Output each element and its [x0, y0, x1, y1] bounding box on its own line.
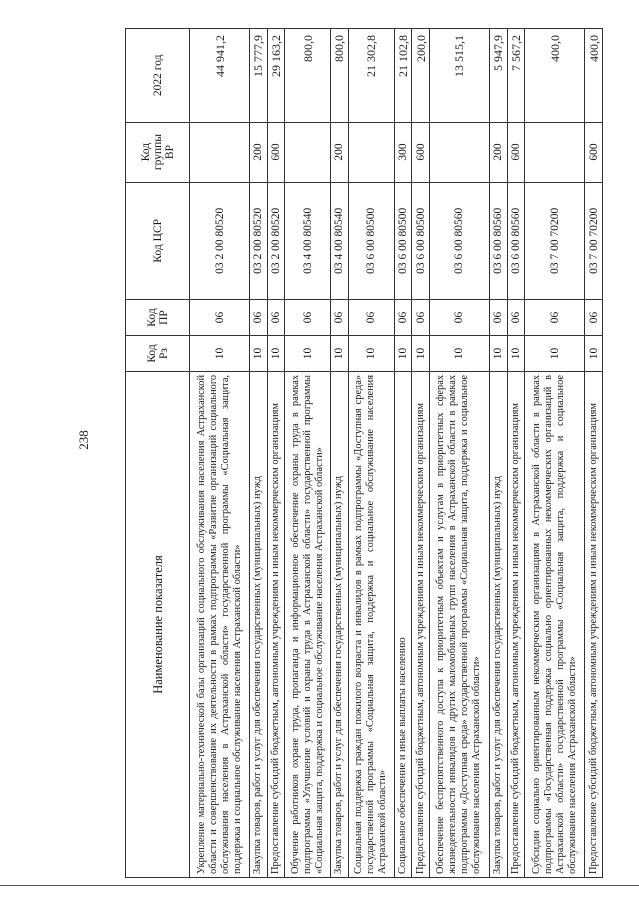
header-name: Наименование показателя — [126, 371, 190, 877]
cell-csr: 03 6 00 80500 — [394, 182, 412, 300]
header-pr: Код ПР — [126, 300, 190, 336]
cell-name: Укрепление материально-технической базы организаций социального обслуживания населения Астраханской области и совершенствование их деятельности в рамках подпрограммы «Развитие организаций социального обслуживания населения в Астраханской области» государственной программы «Социальная защита, поддержка и социальное обслуживание населения Астраханской области» — [190, 371, 250, 877]
cell-pr: 06 — [267, 300, 285, 336]
cell-value: 15 777,9 — [250, 29, 268, 123]
cell-rz: 10 — [267, 336, 285, 372]
cell-csr: 03 6 00 80560 — [489, 182, 507, 300]
cell-csr: 03 2 00 80520 — [267, 182, 285, 300]
cell-pr: 06 — [585, 300, 603, 336]
cell-name: Предоставление субсидий бюджетным, автономным учреждениям и иным некоммерческим организациям — [267, 371, 285, 877]
cell-name: Закупка товаров, работ и услуг для обеспечения государственных (муниципальных) нужд — [250, 371, 268, 877]
table-row — [394, 29, 412, 878]
cell-rz: 10 — [250, 336, 268, 372]
cell-vr: 200 — [250, 122, 268, 182]
page-number: 238 — [76, 430, 91, 450]
cell-pr: 06 — [348, 300, 394, 336]
cell-vr: 600 — [507, 122, 525, 182]
cell-name: Закупка товаров, работ и услуг для обеспечения государственных (муниципальных) нужд — [331, 371, 349, 877]
table-row — [250, 29, 268, 878]
cell-vr: 200 — [489, 122, 507, 182]
cell-rz: 10 — [585, 336, 603, 372]
cell-value: 44 941,2 — [190, 29, 250, 123]
table-row — [331, 29, 349, 878]
cell-csr: 03 2 00 80520 — [190, 182, 250, 300]
cell-pr: 06 — [525, 300, 585, 336]
table-row — [585, 29, 603, 878]
cell-rz: 10 — [190, 336, 250, 372]
header-csr: Код ЦСР — [126, 182, 190, 300]
table-row — [267, 29, 285, 878]
cell-value: 200,0 — [412, 29, 430, 123]
header-vr: Код группы ВР — [126, 122, 190, 182]
bottom-rule — [0, 885, 639, 886]
header-year: 2022 год — [126, 29, 190, 123]
cell-value: 5 947,9 — [489, 29, 507, 123]
cell-value: 400,0 — [525, 29, 585, 123]
cell-csr: 03 7 00 70200 — [585, 182, 603, 300]
cell-name: Обучение работников охране труда, пропаганда и информационное обеспечение охраны труда в рамках подпрограммы «Улучшение условий и охраны труда в Астраханской области» государственной программы «Социальная защита, поддержка и социальное обслуживание населения Астраханской области» — [285, 371, 331, 877]
cell-rz: 10 — [412, 336, 430, 372]
table-row — [190, 29, 250, 878]
cell-name: Обеспечение беспрепятственного доступа к приоритетным объектам и услугам в приоритетных сферах жизнедеятельности инвалидов и других маломобильных групп населения в Астраханской области в рамках подпрограммы «Доступная среда» государственной программы «Социальная защита, поддержка и социальное обслуживание населения Астраханской области» — [429, 371, 489, 877]
cell-vr — [429, 122, 489, 182]
cell-value: 29 163,2 — [267, 29, 285, 123]
cell-vr: 600 — [267, 122, 285, 182]
cell-name: Закупка товаров, работ и услуг для обеспечения государственных (муниципальных) нужд — [489, 371, 507, 877]
cell-rz: 10 — [394, 336, 412, 372]
cell-vr — [348, 122, 394, 182]
cell-value: 800,0 — [285, 29, 331, 123]
cell-vr: 300 — [394, 122, 412, 182]
cell-pr: 06 — [394, 300, 412, 336]
cell-csr: 03 7 00 70200 — [525, 182, 585, 300]
table-row — [285, 29, 331, 878]
cell-rz: 10 — [331, 336, 349, 372]
cell-rz: 10 — [525, 336, 585, 372]
budget-table — [125, 28, 603, 878]
cell-vr — [525, 122, 585, 182]
header-rz: Код Рз — [126, 336, 190, 372]
cell-rz: 10 — [507, 336, 525, 372]
cell-csr: 03 2 00 80520 — [250, 182, 268, 300]
cell-rz: 10 — [429, 336, 489, 372]
cell-value: 7 567,2 — [507, 29, 525, 123]
cell-name: Субсидии социально ориентированным некоммерческим организациям в Астраханской области в рамках подпрограммы «Государственная поддержка социально ориентированных некоммерческих организаций в Астраханской области» государственной программы «Социальная защита, поддержка и социальное обслуживание населения Астраханской области» — [525, 371, 585, 877]
cell-rz: 10 — [348, 336, 394, 372]
cell-vr — [190, 122, 250, 182]
cell-name: Предоставление субсидий бюджетным, автономным учреждениям и иным некоммерческим организациям — [412, 371, 430, 877]
table-row — [525, 29, 585, 878]
table-row — [507, 29, 525, 878]
cell-csr: 03 4 00 80540 — [285, 182, 331, 300]
cell-value: 800,0 — [331, 29, 349, 123]
table-row — [489, 29, 507, 878]
cell-pr: 06 — [250, 300, 268, 336]
rotated-table-container — [125, 28, 603, 878]
cell-value: 21 102,8 — [394, 29, 412, 123]
cell-csr: 03 6 00 80500 — [412, 182, 430, 300]
cell-vr: 600 — [412, 122, 430, 182]
cell-pr: 06 — [331, 300, 349, 336]
cell-vr — [285, 122, 331, 182]
cell-csr: 03 4 00 80540 — [331, 182, 349, 300]
cell-csr: 03 6 00 80500 — [348, 182, 394, 300]
cell-rz: 10 — [285, 336, 331, 372]
cell-csr: 03 6 00 80560 — [429, 182, 489, 300]
cell-name: Предоставление субсидий бюджетным, автономным учреждениям и иным некоммерческим организациям — [507, 371, 525, 877]
cell-value: 400,0 — [585, 29, 603, 123]
cell-pr: 06 — [429, 300, 489, 336]
cell-pr: 06 — [489, 300, 507, 336]
cell-pr: 06 — [507, 300, 525, 336]
cell-rz: 10 — [489, 336, 507, 372]
cell-pr: 06 — [285, 300, 331, 336]
cell-csr: 03 6 00 80560 — [507, 182, 525, 300]
cell-pr: 06 — [412, 300, 430, 336]
cell-name: Социальная поддержка граждан пожилого возраста и инвалидов в рамках подпрограммы «Доступная среда» государственной программы «Социальная защита, поддержка и социальное обслуживание населения Астраханской области» — [348, 371, 394, 877]
table-row — [412, 29, 430, 878]
table-header-row — [126, 29, 190, 878]
table-row — [429, 29, 489, 878]
table-row — [348, 29, 394, 878]
cell-pr: 06 — [190, 300, 250, 336]
cell-vr: 200 — [331, 122, 349, 182]
cell-vr: 600 — [585, 122, 603, 182]
cell-value: 21 302,8 — [348, 29, 394, 123]
cell-value: 13 515,1 — [429, 29, 489, 123]
cell-name: Предоставление субсидий бюджетным, автономным учреждениям и иным некоммерческим организациям — [585, 371, 603, 877]
cell-name: Социальное обеспечение и иные выплаты населению — [394, 371, 412, 877]
